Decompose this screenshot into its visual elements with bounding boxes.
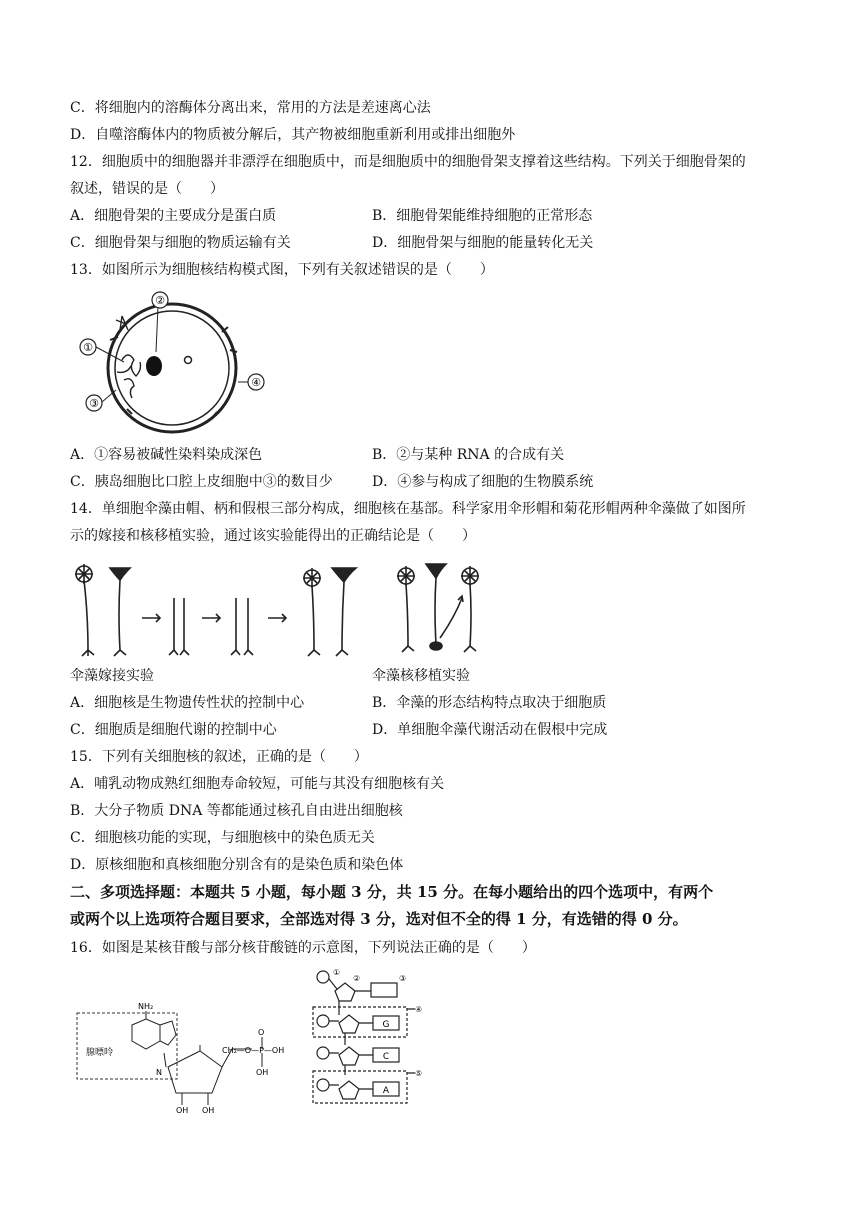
question-14-stem: 14．单细胞伞藻由帽、柄和假根三部分构成，细胞核在基部。科学家用伞形帽和菊花形帽两种伞藻做了如图所 — [70, 501, 746, 517]
n-label: N — [156, 1068, 162, 1077]
grafting-caption: 伞藻嫁接实验 — [70, 668, 154, 684]
nucleus-label-4: ④ — [251, 376, 261, 389]
base-c: C — [382, 1052, 390, 1062]
oh1-label: OH — [176, 1106, 189, 1115]
q15-option-d: D．原核细胞和真核细胞分别含有的是染色质和染色体 — [70, 857, 404, 873]
transplant-caption: 伞藻核移植实验 — [372, 668, 470, 684]
nucleus-label-2: ② — [155, 294, 165, 307]
section-2-heading: 二、多项选择题：本题共 5 小题，每小题 3 分，共 15 分。在每小题给出的四个选项中，有两个 — [70, 883, 714, 901]
nh2-label: NH₂ — [138, 1002, 154, 1011]
q14-option-a: A．细胞核是生物遗传性状的控制中心 — [70, 695, 305, 711]
nuclear-transplant-figure — [390, 558, 500, 658]
question-14-stem-cont: 示的嫁接和核移植实验，通过该实验能得出的正确结论是（ ） — [70, 528, 476, 544]
chain-label-1: ① — [333, 968, 341, 977]
question-16-stem: 16．如图是某核苷酸与部分核苷酸链的示意图，下列说法正确的是（ ） — [70, 940, 536, 956]
q13-option-b: B．②与某种 RNA 的合成有关 — [372, 447, 565, 463]
chain-label-4: ④ — [415, 1005, 423, 1014]
q15-option-b: B．大分子物质 DNA 等都能通过核孔自由进出细胞核 — [70, 803, 403, 819]
q13-option-a: A．①容易被碱性染料染成深色 — [70, 447, 263, 463]
q12-option-a: A．细胞骨架的主要成分是蛋白质 — [70, 208, 277, 224]
nucleotide-structure-figure — [72, 995, 302, 1115]
base-g: G — [382, 1020, 390, 1030]
base-label: 腺嘌呤 — [86, 1048, 114, 1058]
q14-option-d: D．单细胞伞藻代谢活动在假根中完成 — [372, 722, 608, 738]
base-a: A — [382, 1086, 390, 1096]
question-12-stem-cont: 叙述，错误的是（ ） — [70, 181, 224, 197]
option-d-line: D．自噬溶酶体内的物质被分解后，其产物被细胞重新利用或排出细胞外 — [70, 127, 516, 143]
nucleus-structure-figure — [72, 290, 272, 435]
chain-label-3: ③ — [399, 974, 407, 983]
chain-label-5: ⑤ — [415, 1069, 423, 1078]
question-12-stem: 12．细胞质中的细胞器并非漂浮在细胞质中，而是细胞质中的细胞骨架支撑着这些结构。下列关于细胞骨架的 — [70, 154, 746, 170]
q14-option-b: B．伞藻的形态结构特点取决于细胞质 — [372, 695, 607, 711]
q12-option-d: D．细胞骨架与细胞的能量转化无关 — [372, 235, 594, 251]
grafting-experiment-figure — [72, 558, 362, 658]
option-c-line: C．将细胞内的溶酶体分离出来，常用的方法是差速离心法 — [70, 100, 431, 116]
q15-option-c: C．细胞核功能的实现，与细胞核中的染色质无关 — [70, 830, 375, 846]
oh2-label: OH — [202, 1106, 215, 1115]
q13-option-d: D．④参与构成了细胞的生物膜系统 — [372, 474, 594, 490]
phosphate-oh-label: OH — [256, 1068, 269, 1077]
phosphate-o-label: O — [258, 1028, 265, 1037]
q14-option-c: C．细胞质是细胞代谢的控制中心 — [70, 722, 277, 738]
nucleotide-chain-figure — [305, 965, 435, 1115]
q12-option-b: B．细胞骨架能维持细胞的正常形态 — [372, 208, 593, 224]
chain-label-2: ② — [353, 974, 361, 983]
phosphate-label: CH₂—O—P—OH — [222, 1046, 285, 1055]
section-2-heading-cont: 或两个以上选项符合题目要求，全部选对得 3 分，选对但不全的得 1 分，有选错的得 0 分。 — [70, 910, 688, 928]
q12-option-c: C．细胞骨架与细胞的物质运输有关 — [70, 235, 291, 251]
nucleus-label-1: ① — [83, 341, 93, 354]
nucleus-label-3: ③ — [89, 397, 99, 410]
q13-option-c: C．胰岛细胞比口腔上皮细胞中③的数目少 — [70, 474, 333, 490]
question-13-stem: 13．如图所示为细胞核结构模式图，下列有关叙述错误的是（ ） — [70, 262, 494, 278]
q15-option-a: A．哺乳动物成熟红细胞寿命较短，可能与其没有细胞核有关 — [70, 776, 445, 792]
question-15-stem: 15．下列有关细胞核的叙述，正确的是（ ） — [70, 749, 368, 765]
